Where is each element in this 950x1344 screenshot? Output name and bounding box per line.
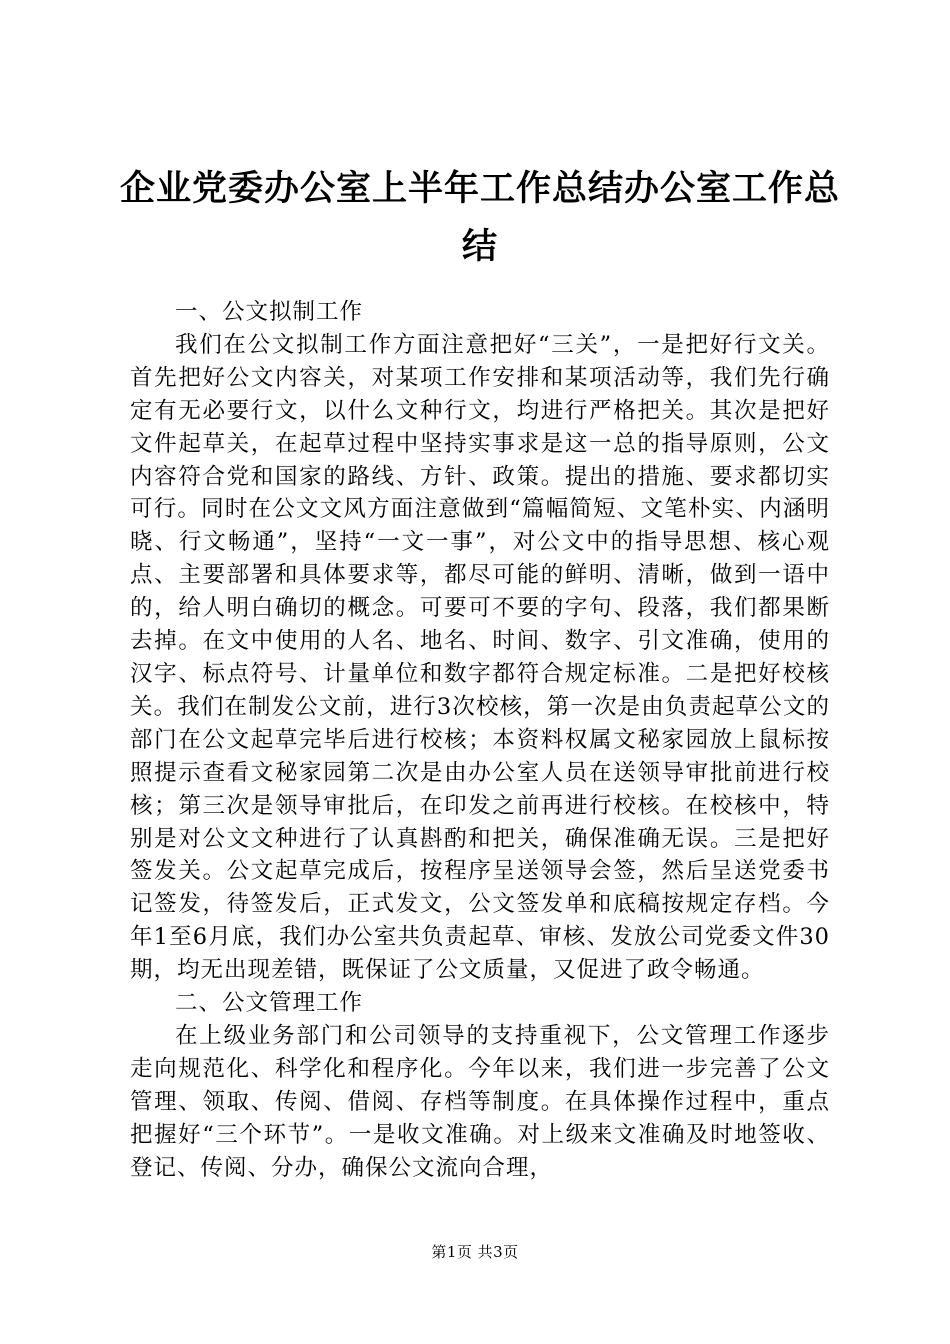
document-title-line-2: 结 <box>461 226 498 267</box>
document-body <box>130 296 830 1184</box>
section-paragraph-1: 我们在公文拟制工作方面注意把好“三关”，一是把好行文关。首先把好公文内容关，对某项工作安排和某项活动等，我们先行确定有无必要行文，以什么文种行文，均进行严格把关。其次是把好文件起草关，在起草过程中坚持实事求是这一总的指导原则，公文内容符合党和国家的路线、方针、政策。提出的措施、要求都切实可行。同时在公文文风方面注意做到“篇幅简短、文笔朴实、内涵明晓、行文畅通”，坚持“一文一事”，对公文中的指导思想、核心观点、主要部署和具体要求等，都尽可能的鲜明、清晰，做到一语中的，给人明白确切的概念。可要可不要的字句、段落，我们都果断去掉。在文中使用的人名、地名、时间、数字、引文准确，使用的汉字、标点符号、计量单位和数字都符合规定标准。二是把好校核关。我们在制发公文前，进行3次校核，第一次是由负责起草公文的部门在公文起草完毕后进行校核；本资料权属文秘家园放上鼠标按照提示查看文秘家园第二次是由办公室人员在送领导审批前进行校核；第三次是领导审批后，在印发之前再进行校核。在校核中，特别是对公文文种进行了认真斟酌和把关，确保准确无误。三是把好签发关。公文起草完成后，按程序呈送领导会签，然后呈送党委书记签发，待签发后，正式发文，公文签发单和底稿按规定存档。今年1至6月底，我们办公室共负责起草、审核、发放公司党委文件30期，均无出现差错，既保证了公文质量，又促进了政令畅通。 <box>130 331 830 984</box>
section-heading-2: 二、公文管理工作 <box>175 990 364 1017</box>
document-title-line-1: 企业党委办公室上半年工作总结办公室工作总 <box>119 168 840 209</box>
document-title <box>100 160 860 276</box>
section-heading-1: 一、公文拟制工作 <box>175 299 364 325</box>
page-number-footer: 第1页 共3页 <box>431 1243 519 1261</box>
section-paragraph-2: 在上级业务部门和公司领导的支持重视下，公文管理工作逐步走向规范化、科学化和程序化。今年以来，我们进一步完善了公文管理、领取、传阅、借阅、存档等制度。在具体操作过程中，重点把握好“三个环节”。一是收文准确。对上级来文准确及时地签收、登记、传阅、分办，确保公文流向合理， <box>130 1022 830 1181</box>
